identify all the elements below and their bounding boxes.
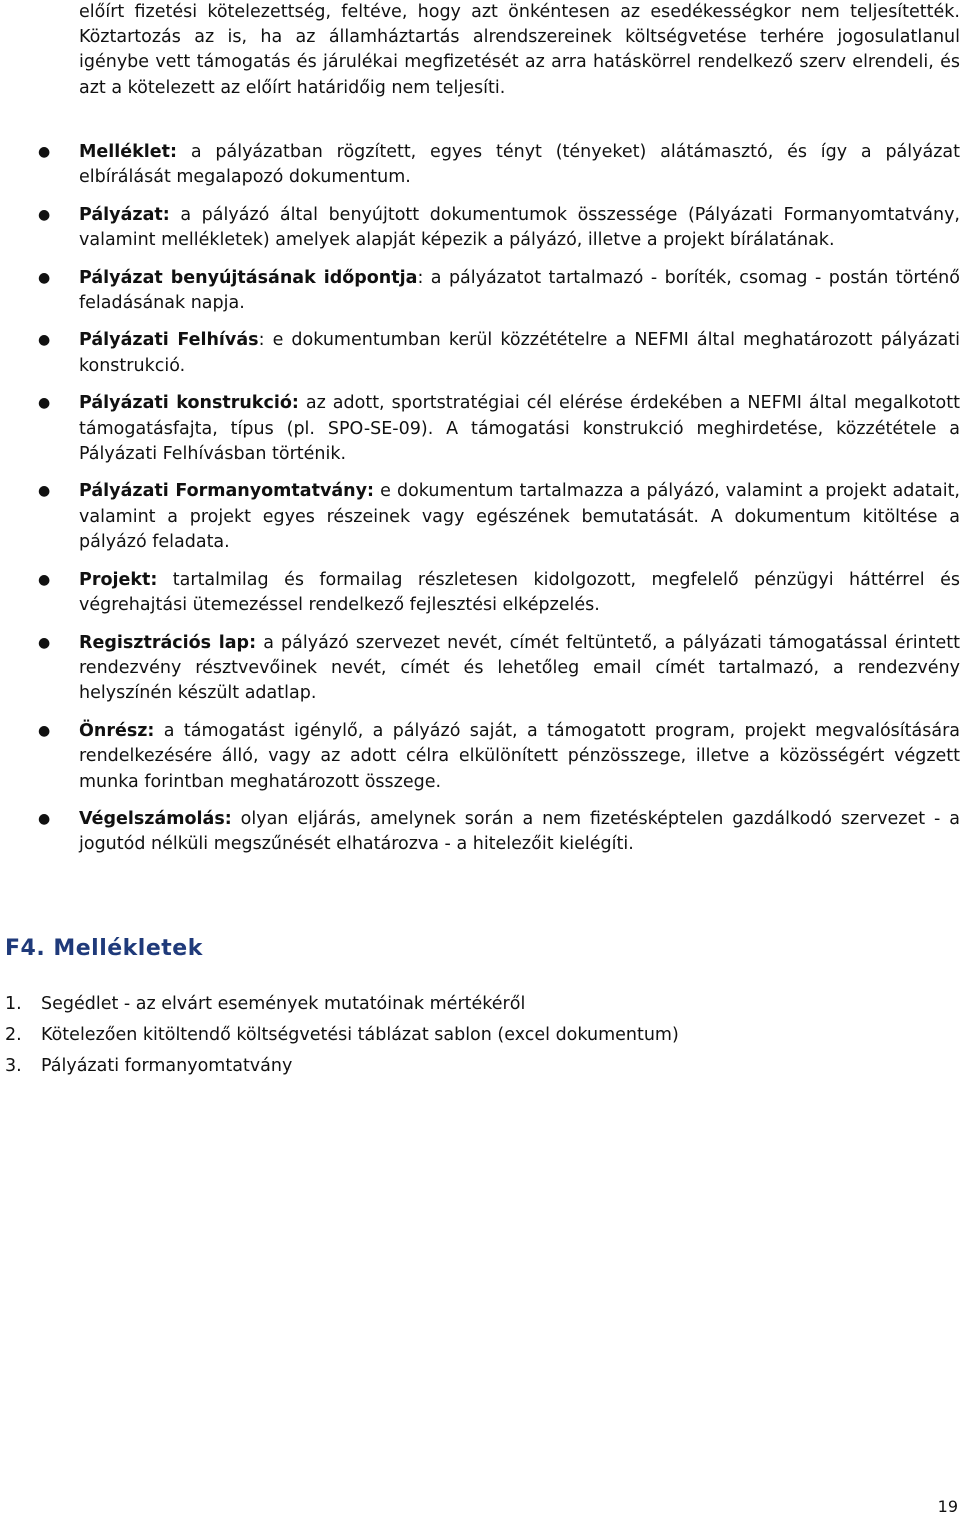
definition-term: Pályázati Formanyomtatvány: [79, 481, 375, 502]
definition-item [0, 479, 960, 555]
definition-item [0, 631, 960, 707]
bullet-icon: ● [38, 810, 51, 827]
definition-item [0, 391, 960, 467]
annex-number: 2. [5, 1025, 22, 1045]
bullet-icon: ● [38, 722, 51, 739]
definition-text: : a pályázatot tartalmazó - boríték, csomag - postán történő feladásának napja. [79, 267, 960, 314]
definition-text: a pályázatban rögzített, egyes tényt (tényeket) alátámasztó, és így a pályázat elbírálását megalapozó dokumentum. [79, 142, 960, 188]
section-heading: F4. Mellékletek [5, 936, 203, 961]
annex-number: 1. [5, 994, 22, 1014]
intro-paragraph: előírt fizetési kötelezettség, feltéve, hogy azt önkéntesen az esedékességkor nem teljesítették. Köztartozás az is, ha az államháztartás alrendszereinek költségvetése terhére jogosulatlanul igénybe vett támogatás és járulékai megfizetését az arra hatáskörrel rendelkező szerv elrendeli, és azt a kötelezett az előírt határidőig nem teljesíti. [79, 2, 960, 98]
annex-list [5, 989, 679, 1082]
definition-term: Projekt: [79, 569, 158, 590]
annex-text: Segédlet - az elvárt események mutatóinak mértékéről [41, 994, 526, 1014]
definition-text: a pályázó által benyújtott dokumentumok összessége (Pályázati Formanyomtatvány, valamint mellékletek) amelyek alapját képezik a pályázó, illetve a projekt bírálatának. [79, 204, 960, 251]
bullet-icon: ● [38, 483, 51, 500]
annex-text: Pályázati formanyomtatvány [41, 1056, 293, 1076]
definition-item [0, 568, 960, 619]
definition-term: Pályázati Felhívás [79, 330, 259, 351]
bullet-icon: ● [38, 634, 51, 651]
bullet-icon: ● [38, 332, 51, 349]
definition-text: e dokumentum tartalmazza a pályázó, valamint a projekt adatait, valamint a projekt egyes részeinek vagy egészének bemutatását. A dokumentum kitöltése a pályázó feladata. [79, 481, 960, 553]
annex-text: Kötelezően kitöltendő költségvetési táblázat sablon (excel dokumentum) [41, 1025, 679, 1045]
bullet-icon: ● [38, 395, 51, 412]
annex-item [5, 1051, 679, 1082]
annex-item [5, 1020, 679, 1051]
definition-text: : e dokumentumban kerül közzétételre a NEFMI által meghatározott pályázati konstrukció. [79, 330, 960, 376]
definition-text: a pályázó szervezet nevét, címét feltüntető, a pályázati támogatással érintett rendezvény résztvevőinek nevét, címét és lehetőleg email címét tartalmazó, a rendezvény helyszínén készült adatlap. [79, 632, 960, 704]
definition-term: Regisztrációs lap: [79, 632, 257, 653]
definition-term: Pályázat: [79, 204, 170, 225]
definition-term: Pályázat benyújtásának időpontja [79, 267, 418, 288]
definition-item [0, 719, 960, 795]
definition-term: Önrész: [79, 720, 155, 741]
definition-item [0, 266, 960, 317]
definition-term: Melléklet: [79, 142, 178, 162]
definition-text: az adott, sportstratégiai cél elérése érdekében a NEFMI által megalkotott támogatásfajta, típus (pl. SPO-SE-09). A támogatási konstrukció meghirdetése, közzététele a Pályázati Felhívásban történik. [79, 393, 960, 465]
definition-text: olyan eljárás, amelynek során a nem fizetésképtelen gazdálkodó szervezet - a jogutód nélküli megszűnését elhatározva - a hitelezőit kielégíti. [79, 808, 960, 855]
definition-item [0, 203, 960, 254]
annex-item [5, 989, 679, 1020]
definitions-list [0, 140, 960, 870]
bullet-icon: ● [38, 571, 51, 588]
definition-item [0, 140, 960, 191]
definition-text: a támogatást igénylő, a pályázó saját, a támogatott program, projekt megvalósítására rendelkezésére álló, vagy az adott célra elkülönített pénzösszege, illetve a közösségért végzett munka forintban meghatározott összege. [79, 720, 960, 792]
definition-item [0, 328, 960, 379]
bullet-icon: ● [38, 269, 51, 286]
definition-item [0, 807, 960, 858]
annex-number: 3. [5, 1056, 22, 1076]
definition-term: Pályázati konstrukció: [79, 393, 299, 414]
definition-term: Végelszámolás: [79, 808, 232, 829]
page-number: 19 [937, 1497, 958, 1516]
definition-text: tartalmilag és formailag részletesen kidolgozott, megfelelő pénzügyi háttérrel és végrehajtási ütemezéssel rendelkező fejlesztési elképzelés. [79, 569, 960, 616]
bullet-icon: ● [38, 144, 51, 160]
bullet-icon: ● [38, 206, 51, 223]
